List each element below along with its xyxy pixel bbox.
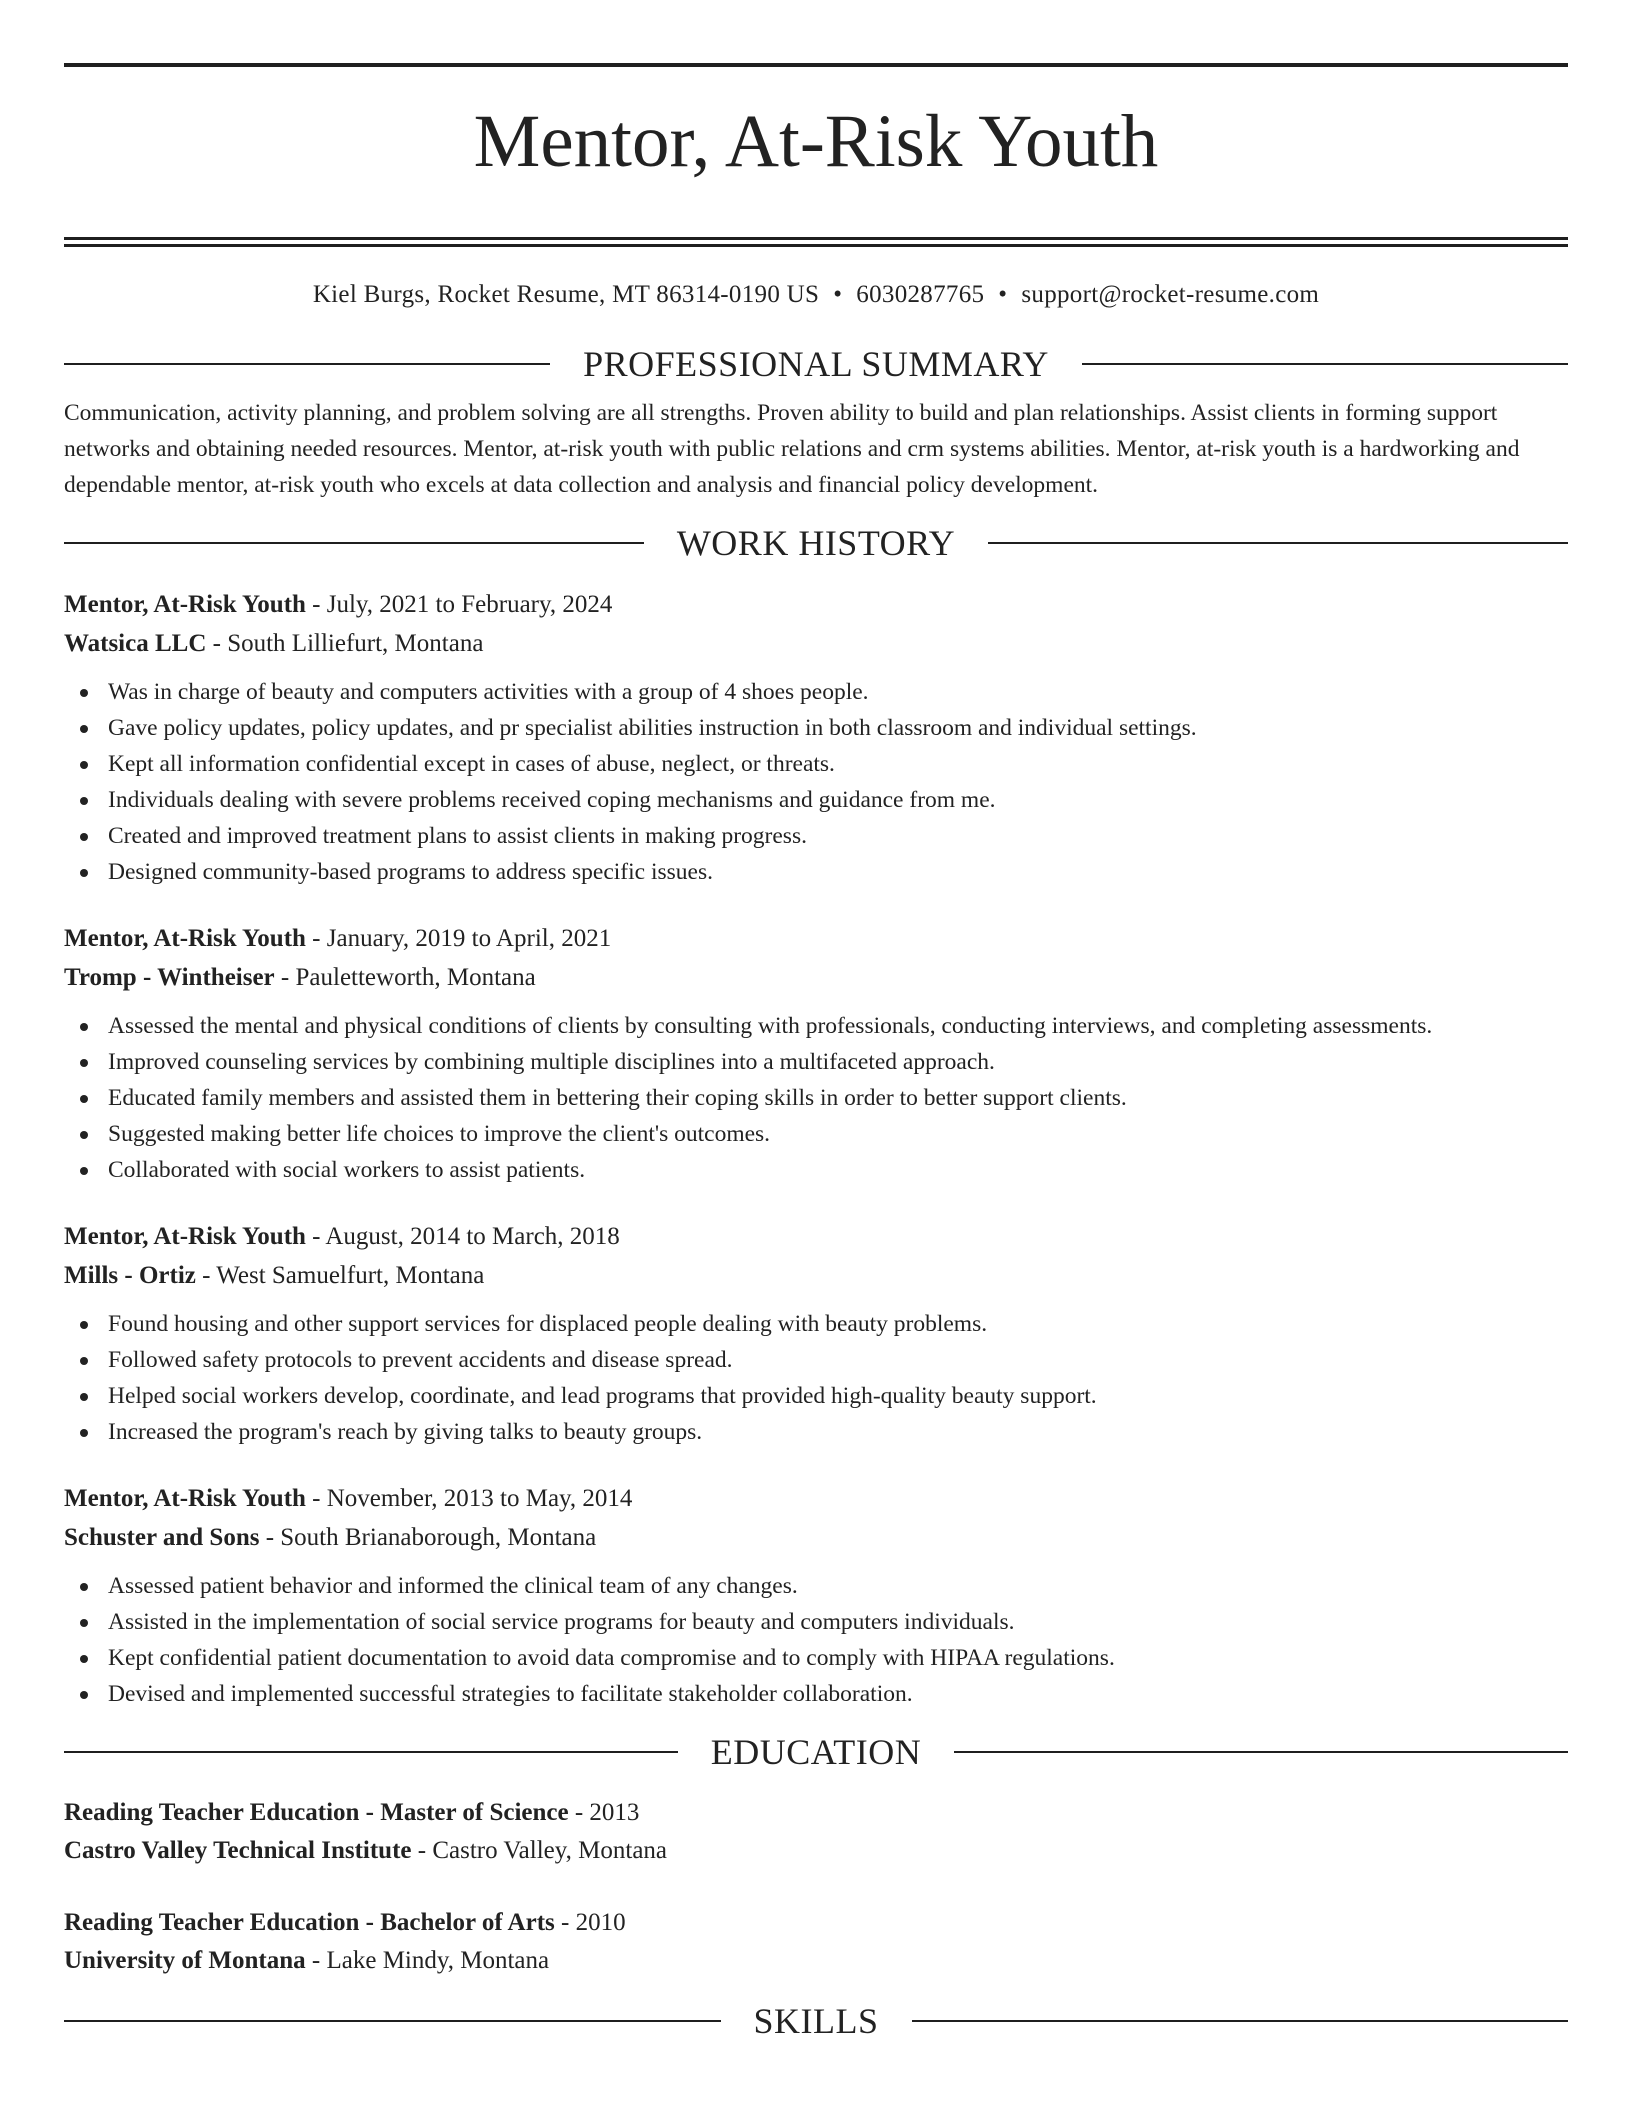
education-school: Castro Valley Technical Institute bbox=[64, 1837, 412, 1865]
contact-separator: • bbox=[998, 281, 1008, 309]
work-history-heading bbox=[64, 522, 1568, 564]
education-entry bbox=[64, 1794, 1568, 1870]
job-company: Schuster and Sons bbox=[64, 1524, 260, 1552]
job-title-line bbox=[64, 1217, 1568, 1256]
job-bullets bbox=[64, 1008, 1568, 1188]
job-company-line bbox=[64, 958, 1568, 997]
summary-heading bbox=[64, 343, 1568, 385]
education-school-line bbox=[64, 1942, 1568, 1980]
job-bullet: Created and improved treatment plans to assist clients in making progress. bbox=[64, 818, 1568, 854]
job-bullets bbox=[64, 1568, 1568, 1712]
heading-rule bbox=[988, 542, 1568, 544]
job-title: Mentor, At-Risk Youth bbox=[64, 925, 306, 953]
job-entry bbox=[64, 1479, 1568, 1712]
resume-page bbox=[64, 0, 1568, 2042]
job-bullets bbox=[64, 1306, 1568, 1450]
heading-rule bbox=[64, 363, 550, 365]
skills-heading-label: SKILLS bbox=[753, 2001, 879, 2042]
job-bullet: Followed safety protocols to prevent accidents and disease spread. bbox=[64, 1342, 1568, 1378]
heading-rule bbox=[64, 542, 644, 544]
job-title: Mentor, At-Risk Youth bbox=[64, 1485, 306, 1513]
job-bullet: Improved counseling services by combining multiple disciplines into a multifaceted approach. bbox=[64, 1044, 1568, 1080]
education-school-line bbox=[64, 1832, 1568, 1870]
summary-heading-label: PROFESSIONAL SUMMARY bbox=[583, 344, 1049, 385]
header-double-rule bbox=[64, 237, 1568, 247]
job-bullets bbox=[64, 674, 1568, 890]
contact-address: Kiel Burgs, Rocket Resume, MT 86314-0190 US bbox=[312, 281, 820, 309]
education-heading-label: EDUCATION bbox=[710, 1732, 922, 1773]
job-entry bbox=[64, 585, 1568, 890]
job-location: - Pauletteworth, Montana bbox=[274, 964, 536, 992]
work-history-heading-label: WORK HISTORY bbox=[676, 523, 956, 564]
job-bullet: Found housing and other support services for displaced people dealing with beauty problems. bbox=[64, 1306, 1568, 1342]
job-dates: - August, 2014 to March, 2018 bbox=[305, 1223, 620, 1251]
job-location: - West Samuelfurt, Montana bbox=[195, 1262, 485, 1290]
job-dates: - July, 2021 to February, 2024 bbox=[305, 591, 613, 619]
job-bullet: Educated family members and assisted them in bettering their coping skills in order to better support clients. bbox=[64, 1080, 1568, 1116]
education-heading bbox=[64, 1731, 1568, 1773]
job-bullet: Increased the program's reach by giving talks to beauty groups. bbox=[64, 1414, 1568, 1450]
job-bullet: Kept all information confidential except in cases of abuse, neglect, or threats. bbox=[64, 746, 1568, 782]
job-company-line bbox=[64, 624, 1568, 663]
job-entry bbox=[64, 919, 1568, 1188]
job-company: Mills - Ortiz bbox=[64, 1262, 196, 1290]
education-year: - 2013 bbox=[568, 1799, 640, 1827]
job-location: - South Lilliefurt, Montana bbox=[206, 630, 484, 658]
heading-rule bbox=[954, 1751, 1568, 1753]
job-title-line bbox=[64, 585, 1568, 624]
job-dates: - January, 2019 to April, 2021 bbox=[305, 925, 612, 953]
job-company-line bbox=[64, 1256, 1568, 1295]
contact-email: support@rocket-resume.com bbox=[1021, 281, 1320, 309]
education-degree-line bbox=[64, 1794, 1568, 1832]
job-bullet: Devised and implemented successful strategies to facilitate stakeholder collaboration. bbox=[64, 1676, 1568, 1712]
job-bullet: Designed community-based programs to address specific issues. bbox=[64, 854, 1568, 890]
summary-text: Communication, activity planning, and problem solving are all strengths. Proven ability to build and plan relationships. Assist clients in forming support networks and obtaining needed resources. Mentor, at-risk youth with public relations and crm systems abilities. Mentor, at-risk youth is a hardworking and dependable mentor, at-risk youth who excels at data collection and analysis and financial policy development. bbox=[64, 400, 1520, 499]
contact-separator: • bbox=[833, 281, 843, 309]
job-bullet: Helped social workers develop, coordinate, and lead programs that provided high-quality beauty support. bbox=[64, 1378, 1568, 1414]
job-title-line bbox=[64, 1479, 1568, 1518]
skills-heading bbox=[64, 2000, 1568, 2042]
job-bullet: Was in charge of beauty and computers activities with a group of 4 shoes people. bbox=[64, 674, 1568, 710]
job-bullet: Gave policy updates, policy updates, and pr specialist abilities instruction in both classroom and individual settings. bbox=[64, 710, 1568, 746]
heading-rule bbox=[1082, 363, 1568, 365]
heading-rule bbox=[64, 2020, 721, 2022]
education-location: - Lake Mindy, Montana bbox=[305, 1947, 550, 1975]
heading-rule bbox=[64, 1751, 678, 1753]
job-dates: - November, 2013 to May, 2014 bbox=[305, 1485, 633, 1513]
education-year: - 2010 bbox=[554, 1909, 626, 1937]
job-bullet: Collaborated with social workers to assist patients. bbox=[64, 1152, 1568, 1188]
education-location: - Castro Valley, Montana bbox=[411, 1837, 668, 1865]
education-degree-line bbox=[64, 1904, 1568, 1942]
job-bullet: Suggested making better life choices to improve the client's outcomes. bbox=[64, 1116, 1568, 1152]
job-bullet: Assessed patient behavior and informed the clinical team of any changes. bbox=[64, 1568, 1568, 1604]
job-title-line bbox=[64, 919, 1568, 958]
job-bullet: Individuals dealing with severe problems received coping mechanisms and guidance from me. bbox=[64, 782, 1568, 818]
education-degree: Reading Teacher Education - Bachelor of Arts bbox=[64, 1909, 555, 1937]
job-company: Tromp - Wintheiser bbox=[64, 964, 275, 992]
heading-rule bbox=[912, 2020, 1569, 2022]
contact-line bbox=[64, 280, 1568, 310]
header-top-rule bbox=[64, 63, 1568, 67]
education-school: University of Montana bbox=[64, 1947, 306, 1975]
job-entry bbox=[64, 1217, 1568, 1450]
contact-phone: 6030287765 bbox=[856, 281, 985, 309]
job-title: Mentor, At-Risk Youth bbox=[64, 591, 306, 619]
education-degree: Reading Teacher Education - Master of Science bbox=[64, 1799, 569, 1827]
job-bullet: Assessed the mental and physical conditions of clients by consulting with professionals, conducting interviews, and completing assessments. bbox=[64, 1008, 1568, 1044]
job-company: Watsica LLC bbox=[64, 630, 207, 658]
job-title: Mentor, At-Risk Youth bbox=[64, 1223, 306, 1251]
job-company-line bbox=[64, 1518, 1568, 1557]
job-bullet: Kept confidential patient documentation to avoid data compromise and to comply with HIPAA regulations. bbox=[64, 1640, 1568, 1676]
candidate-name: Mentor, At-Risk Youth bbox=[473, 100, 1159, 183]
job-bullet: Assisted in the implementation of social service programs for beauty and computers individuals. bbox=[64, 1604, 1568, 1640]
job-location: - South Brianaborough, Montana bbox=[259, 1524, 597, 1552]
education-entry bbox=[64, 1904, 1568, 1980]
